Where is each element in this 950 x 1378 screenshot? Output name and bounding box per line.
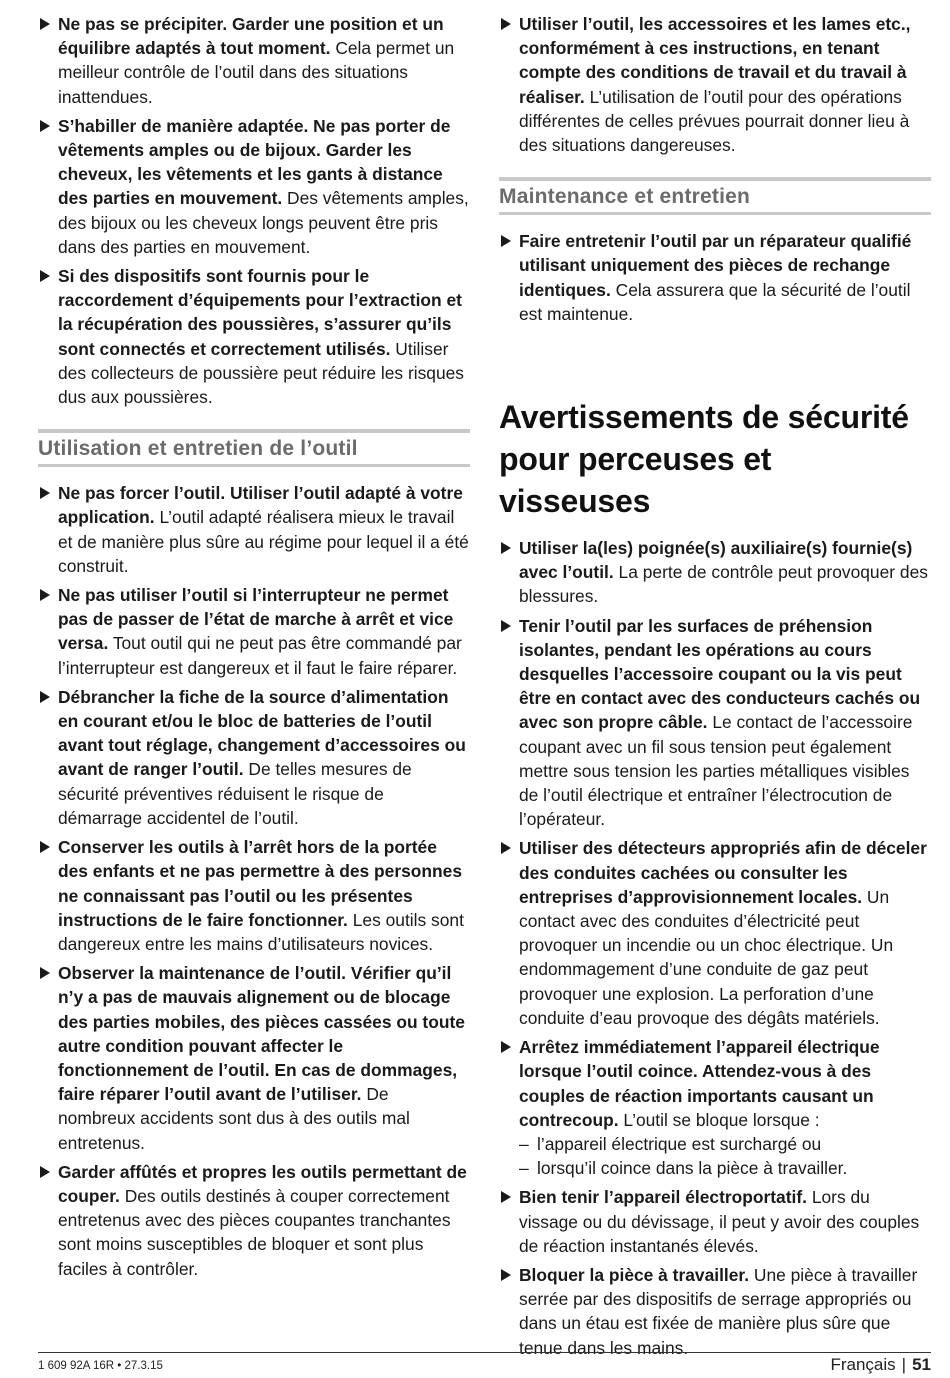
item-bold-text: Tenir l’outil par les surfaces de préhension isolantes, pendant les opérations au cours desquelles l’accessoire coupant ou la vis peut être en contact avec des conducteurs cachés ou avec son propre câble. [519,615,921,733]
item-bold-text: Garder affûtés et propres les outils permettant de couper. [58,1161,467,1206]
item-text: La perte de contrôle peut provoquer des blessures. [519,562,928,607]
list-item [38,12,470,109]
bullet-triangle-icon [501,842,511,854]
item-text: L’utilisation de l’outil pour des opérations différentes de celles prévues pourrait donner lieu à des situations dangereuses. [519,86,910,156]
sub-item [519,1156,931,1180]
item-bold-text: Ne pas forcer l’outil. Utiliser l’outil adapté à votre application. [58,483,463,528]
bullet-triangle-icon [40,691,50,703]
item-bold-text: Conserver les outils à l’arrêt hors de la portée des enfants et ne pas permettre à des personnes ne connaissant pas l’outil ou les présentes instructions de le faire fonctionner. [58,837,462,930]
bullet-triangle-icon [501,235,511,247]
footer-divider [38,1352,931,1353]
item-text: Des vêtements amples, des bijoux ou les cheveux longs peuvent être pris dans des parties en mouvement. [58,188,469,257]
list-item [499,1035,931,1180]
list-item [38,114,470,259]
item-bold-text: Utiliser l’outil, les accessoires et les lames etc., conformément à ces instructions, en tenant compte des conditions de travail et du travail à réaliser. [519,14,911,107]
footer-separator: | [901,1355,907,1374]
section-heading-tool-use: Utilisation et entretien de l’outil [38,429,470,467]
bullet-triangle-icon [501,1269,511,1281]
item-text: Le contact de l’accessoire coupant avec un fil sous tension peut également mettre sous tension les parties métalliques visibles de l’outil électrique et entraîner l’électrocution de l’opérateur. [519,712,913,830]
bullet-triangle-icon [40,967,50,979]
item-text: L’outil se bloque lorsque : [618,1109,820,1130]
list-item [499,12,931,157]
item-text: De nombreux accidents sont dus à des outils mal entretenus. [58,1084,410,1153]
page-title: Avertissements de sécurité pour perceuses et visseuses [499,399,909,520]
item-text: Lors du vissage ou du dévissage, il peut y avoir des couples de réaction instantanés élevés. [519,1187,920,1256]
left-column [38,12,470,1286]
bullet-triangle-icon [40,120,50,132]
page-number: 51 [912,1355,931,1374]
item-bold-text: Utiliser des détecteurs appropriés afin de déceler des conduites cachées ou consulter les entreprises d’approvisionnement locales. [519,838,927,907]
bullet-triangle-icon [501,18,511,30]
item-text: Cela assurera que la sécurité de l’outil est maintenue. [519,279,911,324]
sub-item [519,1132,931,1156]
bullet-triangle-icon [40,841,50,853]
item-bold-text: S’habiller de manière adaptée. Ne pas porter de vêtements amples ou de bijoux. Garder les cheveux, les vêtements et les gants à distance des parties en mouvement. [58,115,451,209]
list-item [38,961,470,1155]
bullet-triangle-icon [40,487,50,499]
item-bold-text: Ne pas utiliser l’outil si l’interrupteur ne permet pas de passer de l’état de marche à arrêt et vice versa. [58,585,454,654]
footer-doc-code: 1 609 92A 16R • 27.3.15 [38,1360,163,1372]
item-text: Utiliser des collecteurs de poussière peut réduire les risques dus aux poussières. [58,338,465,408]
list-item [499,614,931,832]
list-item [38,264,470,409]
item-text: De telles mesures de sécurité préventives réduisent le risque de démarrage accidentel de l’outil. [58,759,412,828]
item-text: Tout outil qui ne peut pas être commandé par l’interrupteur est dangereux et il faut le faire réparer. [58,633,462,678]
item-text: Une pièce à travailler serrée par des dispositifs de serrage appropriés ou dans un étau est fixée de manière plus sûre que tenue dans les mains. [519,1264,918,1358]
item-bold-text: Arrêtez immédiatement l’appareil électrique lorsque l’outil coince. Attendez-vous à des couples de réaction importants causant un contrecoup. [519,1037,880,1130]
sub-item-text: l’appareil électrique est surchargé ou [537,1133,822,1154]
item-bold-text: Bloquer la pièce à travailler. [519,1264,750,1285]
bullet-triangle-icon [40,589,50,601]
list-item [38,481,470,578]
item-bold-text: Observer la maintenance de l’outil. Vérifier qu’il n’y a pas de mauvais alignement ou de blocage des parties mobiles, des pièces cassées ou toute autre condition pouvant affecter le fonctionnement de l’outil. En cas de dommages, faire réparer l’outil avant de l’utiliser. [58,963,465,1105]
bullet-triangle-icon [40,270,50,282]
item-text: Des outils destinés à couper correctement entretenus avec des pièces coupantes tranchantes sont moins susceptibles de bloquer et sont plus faciles à contrôler. [58,1185,451,1279]
list-item [499,536,931,609]
bullet-triangle-icon [501,620,511,632]
item-text: Cela permet un meilleur contrôle de l’outil dans des situations inattendues. [58,38,455,107]
dash-marker: – [519,1133,529,1154]
dash-marker: – [519,1158,529,1179]
item-bold-text: Bien tenir l’appareil électroportatif. [519,1187,807,1208]
bullet-triangle-icon [501,1191,511,1203]
sub-item-text: lorsqu’il coince dans la pièce à travailler. [537,1158,848,1179]
list-item [499,1263,931,1360]
footer-language: Français [830,1355,896,1374]
right-column [499,12,931,1365]
item-text: Un contact avec des conduites d’électricité peut provoquer un incendie ou un choc électrique. Un endommagement d’une conduite de gaz peut provoquer une explosion. La perforation d’une conduite d’eau provoque des dégâts matériels. [519,886,894,1028]
item-bold-text: Si des dispositifs sont fournis pour le raccordement d’équipements pour l’extraction et la récupération des poussières, s’assurer qu’ils sont connectés et correctement utilisés. [58,266,462,359]
footer-page-info [830,1355,931,1375]
bullet-triangle-icon [501,542,511,554]
item-bold-text: Débrancher la fiche de la source d’alimentation en courant et/ou le bloc de batteries de l’outil avant tout réglage, changement d’accessoires ou avant de ranger l’outil. [58,686,466,780]
list-item [499,229,931,326]
list-item [38,583,470,680]
bullet-triangle-icon [501,1041,511,1053]
item-bold-text: Utiliser la(les) poignée(s) auxiliaire(s) fournie(s) avec l’outil. [519,538,913,583]
bullet-triangle-icon [40,18,50,30]
item-text: Les outils sont dangereux entre les mains d’utilisateurs novices. [58,909,464,954]
list-item [499,836,931,1030]
list-item [38,835,470,956]
section-heading-maintenance: Maintenance et entretien [499,177,931,215]
list-item [38,1160,470,1281]
item-text: L’outil adapté réalisera mieux le travail et de manière plus sûre au régime pour lequel il a été construit. [58,507,469,576]
bullet-triangle-icon [40,1166,50,1178]
item-bold-text: Faire entretenir l’outil par un réparateur qualifié utilisant uniquement des pièces de rechange identiques. [519,231,912,300]
item-bold-text: Ne pas se précipiter. Garder une position et un équilibre adaptés à tout moment. [58,14,444,59]
list-item [38,685,470,830]
list-item [499,1185,931,1258]
